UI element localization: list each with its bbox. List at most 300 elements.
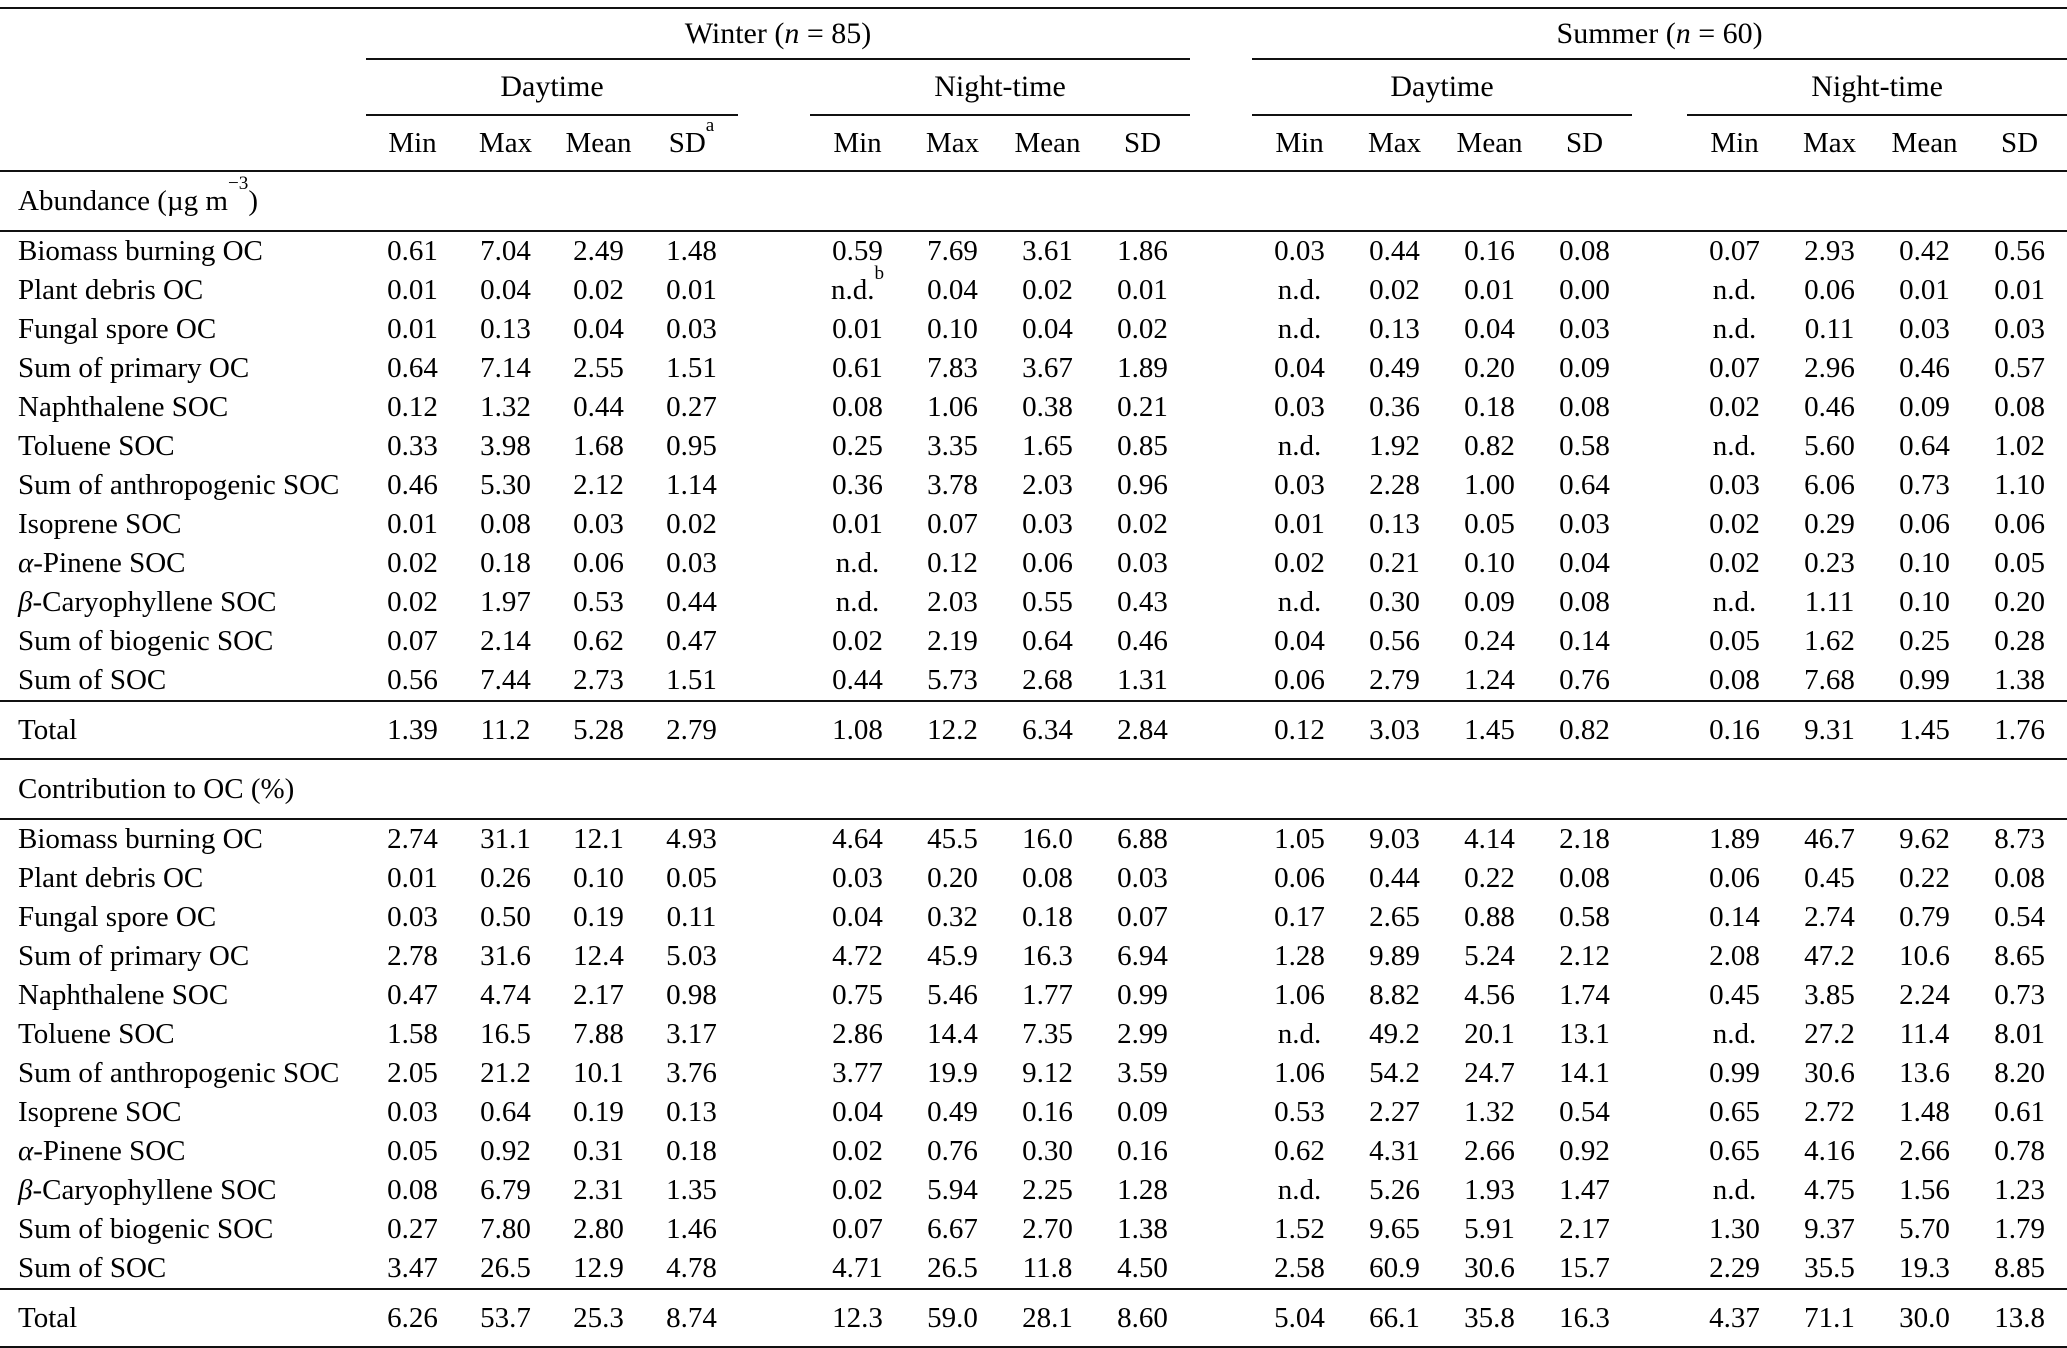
value-cell: 3.78 (927, 469, 978, 501)
value-cell: n.d. (1277, 586, 1322, 618)
value-cell: 0.54 (1994, 901, 2045, 933)
value-cell: 0.07 (927, 508, 978, 540)
time-header-summer-nighttime: Night-time (1687, 59, 2067, 115)
value-cell: 7.69 (927, 235, 978, 267)
column-gap (1190, 622, 1252, 661)
value-cell: 0.03 (1994, 313, 2045, 345)
value-cell: 0.46 (1899, 352, 1950, 384)
value-cell: n.d. (1712, 430, 1757, 462)
time-header-winter-daytime: Daytime (366, 59, 738, 115)
value-cell: 0.05 (1464, 508, 1515, 540)
value-cell: 0.13 (666, 1096, 717, 1128)
value-cell: 1.06 (1274, 1057, 1325, 1089)
value-cell: 1.32 (480, 391, 531, 423)
value-cell: 0.64 (1899, 430, 1950, 462)
value-cell: 20.1 (1464, 1018, 1515, 1050)
column-gap (1190, 819, 1252, 859)
value-cell: 9.03 (1369, 823, 1420, 855)
row-label: Sum of biogenic SOC (18, 1213, 274, 1245)
value-cell: 1.08 (810, 701, 905, 759)
value-cell: 0.73 (1994, 979, 2045, 1011)
value-cell: 0.03 (1117, 547, 1168, 579)
value-cell: 0.64 (1559, 469, 1610, 501)
section-header-row (0, 171, 2067, 231)
value-cell: n.d. (1712, 274, 1757, 306)
row-label: Plant debris OC (18, 862, 204, 894)
value-cell: 0.44 (666, 586, 717, 618)
corner-cell (0, 115, 366, 171)
column-gap (1190, 544, 1252, 583)
total-row (0, 1289, 2067, 1347)
stat-header: Max (1782, 115, 1877, 171)
time-header-row (0, 59, 2067, 115)
row-label: Isoprene SOC (18, 508, 182, 540)
stat-header: SD (1972, 115, 2067, 171)
value-cell: 0.06 (1899, 508, 1950, 540)
value-cell: 0.03 (1709, 469, 1760, 501)
value-cell: 2.66 (1464, 1135, 1515, 1167)
table-row (0, 819, 2067, 859)
column-gap (738, 701, 810, 759)
row-label: Sum of biogenic SOC (18, 625, 274, 657)
value-cell: 0.07 (1709, 235, 1760, 267)
value-cell: 0.08 (1994, 862, 2045, 894)
value-cell: 2.18 (1559, 823, 1610, 855)
value-cell: 0.28 (1994, 625, 2045, 657)
stat-header: Max (1347, 115, 1442, 171)
value-cell: 1.39 (366, 701, 459, 759)
value-cell: 11.4 (1899, 1018, 1950, 1050)
value-cell: 1.31 (1117, 664, 1168, 696)
value-cell: 0.88 (1464, 901, 1515, 933)
table-row (0, 310, 2067, 349)
value-cell: 1.76 (1972, 701, 2067, 759)
row-label: Total (0, 701, 366, 759)
column-gap (1190, 349, 1252, 388)
value-cell: 30.0 (1877, 1289, 1972, 1347)
row-label: Naphthalene SOC (18, 391, 229, 423)
value-cell: 0.13 (1369, 508, 1420, 540)
value-cell: 2.86 (832, 1018, 883, 1050)
results-table (0, 7, 2067, 1348)
value-cell: 1.65 (1022, 430, 1073, 462)
value-cell: 0.03 (1559, 508, 1610, 540)
value-cell: 6.34 (1000, 701, 1095, 759)
value-cell: 0.92 (1559, 1135, 1610, 1167)
value-cell: 0.08 (1022, 862, 1073, 894)
value-cell: 25.3 (552, 1289, 645, 1347)
value-cell: 0.16 (1687, 701, 1782, 759)
value-cell: 0.05 (666, 862, 717, 894)
value-cell: 6.88 (1117, 823, 1168, 855)
value-cell: 0.02 (387, 547, 438, 579)
value-cell: 0.02 (573, 274, 624, 306)
value-cell: 9.89 (1369, 940, 1420, 972)
value-cell: 0.32 (927, 901, 978, 933)
column-gap (1632, 583, 1687, 622)
value-cell: 14.4 (927, 1018, 978, 1050)
value-cell: 0.07 (832, 1213, 883, 1245)
value-cell: 0.02 (1709, 391, 1760, 423)
value-cell: 24.7 (1464, 1057, 1515, 1089)
table-row (0, 1015, 2067, 1054)
value-cell: 19.9 (927, 1057, 978, 1089)
value-cell: 0.16 (1117, 1135, 1168, 1167)
value-cell: 5.46 (927, 979, 978, 1011)
value-cell: 45.5 (927, 823, 978, 855)
value-cell: 0.06 (1804, 274, 1855, 306)
column-gap (738, 1054, 810, 1093)
value-cell: 2.70 (1022, 1213, 1073, 1245)
column-gap (1632, 231, 1687, 271)
value-cell: 1.38 (1117, 1213, 1168, 1245)
value-cell: 2.08 (1709, 940, 1760, 972)
value-cell: 13.8 (1972, 1289, 2067, 1347)
value-cell: 9.31 (1782, 701, 1877, 759)
value-cell: n.d. (1277, 1018, 1322, 1050)
value-cell: 0.02 (666, 508, 717, 540)
value-cell: 0.30 (1369, 586, 1420, 618)
value-cell: 8.60 (1095, 1289, 1190, 1347)
value-cell: 0.09 (1117, 1096, 1168, 1128)
value-cell: 46.7 (1804, 823, 1855, 855)
value-cell: 1.89 (1709, 823, 1760, 855)
value-cell: 0.08 (1994, 391, 2045, 423)
value-cell: 9.62 (1899, 823, 1950, 855)
value-cell: 0.42 (1899, 235, 1950, 267)
value-cell: 2.96 (1804, 352, 1855, 384)
value-cell: 3.17 (666, 1018, 717, 1050)
value-cell: n.d. (1277, 313, 1322, 345)
value-cell: 0.44 (1369, 862, 1420, 894)
value-cell: 1.77 (1022, 979, 1073, 1011)
value-cell: 1.74 (1559, 979, 1610, 1011)
value-cell: 0.08 (480, 508, 531, 540)
column-gap (738, 1171, 810, 1210)
value-cell: 1.86 (1117, 235, 1168, 267)
column-gap (1632, 388, 1687, 427)
value-cell: 2.80 (573, 1213, 624, 1245)
value-cell: 1.28 (1274, 940, 1325, 972)
value-cell: n.d. (1277, 1174, 1322, 1206)
value-cell: 5.28 (552, 701, 645, 759)
value-cell: 0.49 (1369, 352, 1420, 384)
column-gap (1190, 583, 1252, 622)
value-cell: 2.12 (1559, 940, 1610, 972)
table-row (0, 427, 2067, 466)
value-cell: 0.01 (387, 862, 438, 894)
column-gap (1190, 661, 1252, 701)
column-gap (1632, 427, 1687, 466)
value-cell: 9.12 (1022, 1057, 1073, 1089)
value-cell: 0.14 (1709, 901, 1760, 933)
value-cell: 1.06 (927, 391, 978, 423)
value-cell: 11.8 (1022, 1252, 1073, 1284)
value-cell: 0.04 (1274, 352, 1325, 384)
value-cell: 1.97 (480, 586, 531, 618)
value-cell: 2.58 (1274, 1252, 1325, 1284)
value-cell: 0.62 (573, 625, 624, 657)
value-cell: 0.46 (1804, 391, 1855, 423)
value-cell: 0.21 (1117, 391, 1168, 423)
value-cell: 7.80 (480, 1213, 531, 1245)
row-label: β-Caryophyllene SOC (18, 1174, 277, 1206)
column-gap (1632, 1171, 1687, 1210)
row-label: Biomass burning OC (18, 235, 263, 267)
table-row (0, 976, 2067, 1015)
value-cell: 2.03 (927, 586, 978, 618)
value-cell: 16.5 (480, 1018, 531, 1050)
column-gap (1190, 1054, 1252, 1093)
column-gap (738, 976, 810, 1015)
value-cell: 47.2 (1804, 940, 1855, 972)
value-cell: 0.85 (1117, 430, 1168, 462)
value-cell: 0.04 (480, 274, 531, 306)
column-gap (1632, 349, 1687, 388)
value-cell: 2.31 (573, 1174, 624, 1206)
table-row (0, 1093, 2067, 1132)
value-cell: 2.19 (927, 625, 978, 657)
column-gap (738, 349, 810, 388)
value-cell: 3.67 (1022, 352, 1073, 384)
value-cell: 0.03 (387, 901, 438, 933)
value-cell: 2.55 (573, 352, 624, 384)
value-cell: 0.45 (1709, 979, 1760, 1011)
value-cell: 2.49 (573, 235, 624, 267)
column-gap (1190, 505, 1252, 544)
value-cell: 0.75 (832, 979, 883, 1011)
value-cell: 0.20 (1464, 352, 1515, 384)
value-cell: 2.93 (1804, 235, 1855, 267)
value-cell: 7.68 (1804, 664, 1855, 696)
column-gap (1632, 661, 1687, 701)
value-cell: 0.53 (1274, 1096, 1325, 1128)
column-gap (738, 466, 810, 505)
row-label: Sum of SOC (18, 664, 167, 696)
value-cell: 0.46 (1117, 625, 1168, 657)
value-cell: 4.71 (832, 1252, 883, 1284)
table-row (0, 898, 2067, 937)
row-label: Plant debris OC (18, 274, 204, 306)
column-gap (1190, 701, 1252, 759)
column-gap (1190, 859, 1252, 898)
row-label: Total (0, 1289, 366, 1347)
value-cell: 0.13 (1369, 313, 1420, 345)
column-gap (1190, 59, 1252, 115)
value-cell: 1.93 (1464, 1174, 1515, 1206)
value-cell: 4.37 (1687, 1289, 1782, 1347)
value-cell: 2.73 (573, 664, 624, 696)
value-cell: 0.78 (1994, 1135, 2045, 1167)
column-gap (738, 505, 810, 544)
row-label: Toluene SOC (18, 430, 175, 462)
value-cell: 10.6 (1899, 940, 1950, 972)
row-label: Sum of anthropogenic SOC (18, 1057, 340, 1089)
value-cell: 0.21 (1369, 547, 1420, 579)
value-cell: 3.59 (1117, 1057, 1168, 1089)
value-cell: 0.13 (480, 313, 531, 345)
value-cell: 0.46 (387, 469, 438, 501)
value-cell: 0.02 (1117, 313, 1168, 345)
value-cell: 0.03 (1022, 508, 1073, 540)
value-cell: 2.68 (1022, 664, 1073, 696)
value-cell: 1.51 (666, 352, 717, 384)
value-cell: 0.08 (1559, 862, 1610, 894)
column-gap (1632, 1210, 1687, 1249)
column-gap (1632, 1289, 1687, 1347)
column-gap (738, 1015, 810, 1054)
column-gap (738, 1289, 810, 1347)
value-cell: n.d.$^b$ (830, 262, 885, 306)
value-cell: n.d. (1712, 1174, 1757, 1206)
value-cell: 0.08 (387, 1174, 438, 1206)
value-cell: 0.01 (1274, 508, 1325, 540)
value-cell: 1.32 (1464, 1096, 1515, 1128)
column-gap (1190, 1289, 1252, 1347)
row-label: α-Pinene SOC (18, 1135, 186, 1167)
value-cell: 3.61 (1022, 235, 1073, 267)
value-cell: 0.07 (1709, 352, 1760, 384)
value-cell: 53.7 (459, 1289, 552, 1347)
value-cell: 2.29 (1709, 1252, 1760, 1284)
value-cell: 4.78 (666, 1252, 717, 1284)
value-cell: 0.00 (1559, 274, 1610, 306)
value-cell: 0.62 (1274, 1135, 1325, 1167)
value-cell: 0.01 (387, 274, 438, 306)
value-cell: 2.72 (1804, 1096, 1855, 1128)
value-cell: 27.2 (1804, 1018, 1855, 1050)
value-cell: 16.0 (1022, 823, 1073, 855)
value-cell: 5.04 (1252, 1289, 1347, 1347)
value-cell: 1.45 (1877, 701, 1972, 759)
value-cell: 0.47 (387, 979, 438, 1011)
value-cell: 54.2 (1369, 1057, 1420, 1089)
value-cell: 2.03 (1022, 469, 1073, 501)
row-label: Naphthalene SOC (18, 979, 229, 1011)
value-cell: 9.65 (1369, 1213, 1420, 1245)
table-row (0, 271, 2067, 310)
value-cell: 45.9 (927, 940, 978, 972)
value-cell: n.d. (1277, 274, 1322, 306)
value-cell: 0.10 (573, 862, 624, 894)
value-cell: 30.6 (1804, 1057, 1855, 1089)
value-cell: 0.08 (1709, 664, 1760, 696)
column-gap (1190, 1249, 1252, 1289)
value-cell: 0.02 (1274, 547, 1325, 579)
value-cell: 2.78 (387, 940, 438, 972)
value-cell: 5.70 (1899, 1213, 1950, 1245)
value-cell: 1.58 (387, 1018, 438, 1050)
season-header-summer: Summer (n = 60) (1252, 8, 2067, 59)
value-cell: 31.1 (480, 823, 531, 855)
table-row (0, 349, 2067, 388)
column-gap (738, 859, 810, 898)
value-cell: 0.76 (1559, 664, 1610, 696)
value-cell: 0.47 (666, 625, 717, 657)
value-cell: 0.11 (1804, 313, 1855, 345)
column-gap (738, 1093, 810, 1132)
value-cell: 1.06 (1274, 979, 1325, 1011)
value-cell: 0.59 (832, 235, 883, 267)
value-cell: 0.02 (1022, 274, 1073, 306)
column-gap (1632, 59, 1687, 115)
column-gap (738, 310, 810, 349)
value-cell: 16.3 (1022, 940, 1073, 972)
column-gap (1190, 1015, 1252, 1054)
value-cell: 0.55 (1022, 586, 1073, 618)
column-gap (738, 819, 810, 859)
value-cell: 2.74 (1804, 901, 1855, 933)
value-cell: 0.07 (1117, 901, 1168, 933)
value-cell: 71.1 (1782, 1289, 1877, 1347)
value-cell: 0.01 (387, 313, 438, 345)
value-cell: 0.18 (666, 1135, 717, 1167)
value-cell: 0.82 (1537, 701, 1632, 759)
column-gap (738, 1132, 810, 1171)
value-cell: n.d. (1277, 430, 1322, 462)
value-cell: 12.1 (573, 823, 624, 855)
column-gap (1632, 859, 1687, 898)
column-gap (738, 115, 810, 171)
value-cell: 8.01 (1994, 1018, 2045, 1050)
value-cell: 0.05 (1709, 625, 1760, 657)
value-cell: 0.09 (1899, 391, 1950, 423)
corner-cell (0, 8, 366, 59)
value-cell: 0.57 (1994, 352, 2045, 384)
value-cell: n.d. (835, 586, 880, 618)
table-row (0, 1054, 2067, 1093)
value-cell: 4.64 (832, 823, 883, 855)
value-cell: 0.64 (387, 352, 438, 384)
value-cell: n.d. (1712, 1018, 1757, 1050)
table-row (0, 231, 2067, 271)
value-cell: 1.45 (1442, 701, 1537, 759)
column-gap (1632, 466, 1687, 505)
value-cell: 0.18 (1464, 391, 1515, 423)
value-cell: 0.04 (1559, 547, 1610, 579)
value-cell: 0.44 (1369, 235, 1420, 267)
column-gap (1190, 1093, 1252, 1132)
value-cell: 2.05 (387, 1057, 438, 1089)
value-cell: 0.36 (832, 469, 883, 501)
value-cell: 5.24 (1464, 940, 1515, 972)
value-cell: 1.47 (1559, 1174, 1610, 1206)
value-cell: 12.3 (810, 1289, 905, 1347)
value-cell: 1.52 (1274, 1213, 1325, 1245)
value-cell: 0.03 (1559, 313, 1610, 345)
value-cell: 0.27 (387, 1213, 438, 1245)
column-gap (1190, 388, 1252, 427)
value-cell: 26.5 (480, 1252, 531, 1284)
value-cell: 3.03 (1347, 701, 1442, 759)
value-cell: 11.2 (459, 701, 552, 759)
value-cell: 1.24 (1464, 664, 1515, 696)
value-cell: 7.83 (927, 352, 978, 384)
value-cell: 0.95 (666, 430, 717, 462)
value-cell: 0.16 (1022, 1096, 1073, 1128)
value-cell: 0.03 (1899, 313, 1950, 345)
column-gap (1190, 976, 1252, 1015)
value-cell: 2.17 (573, 979, 624, 1011)
value-cell: 2.14 (480, 625, 531, 657)
table-row (0, 544, 2067, 583)
value-cell: 0.20 (927, 862, 978, 894)
value-cell: 2.79 (645, 701, 738, 759)
value-cell: 0.03 (1274, 235, 1325, 267)
value-cell: 0.56 (387, 664, 438, 696)
value-cell: 0.10 (1899, 586, 1950, 618)
value-cell: 1.51 (666, 664, 717, 696)
